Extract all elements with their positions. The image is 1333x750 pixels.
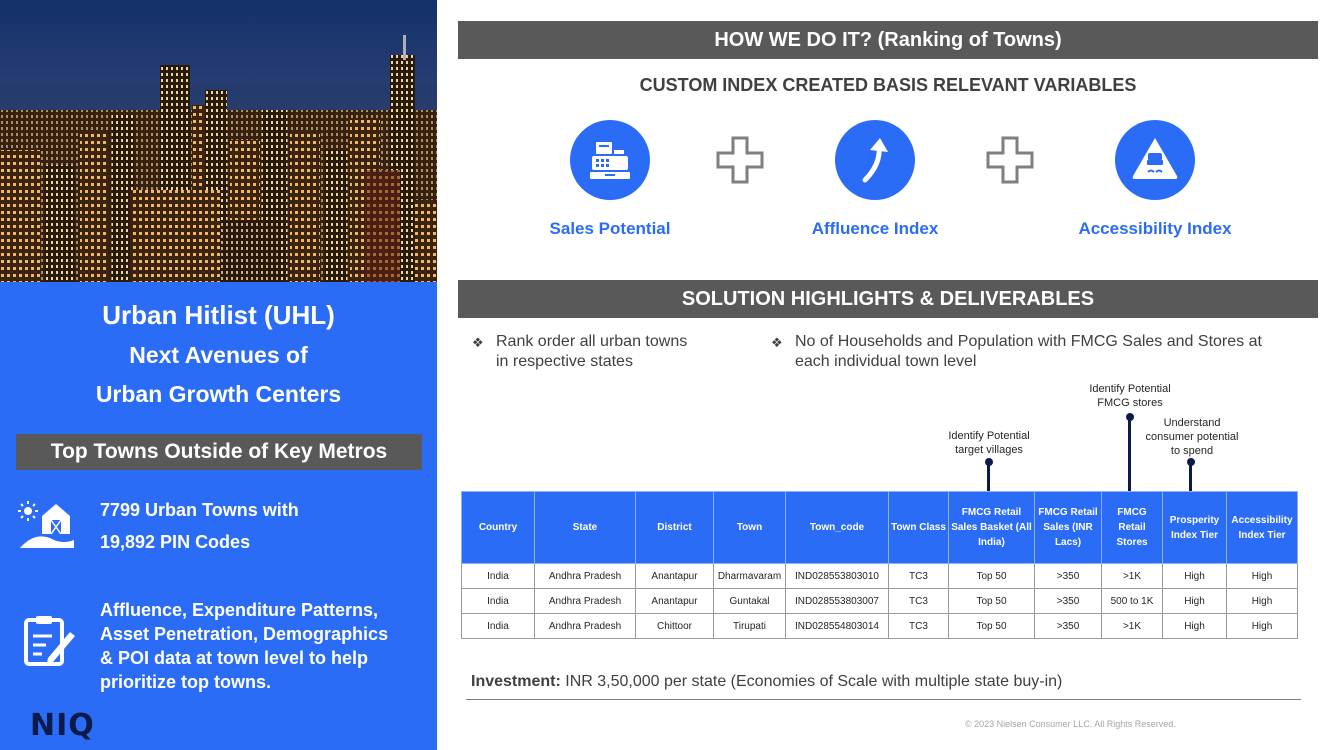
col-header: Town_code — [786, 492, 889, 564]
callout-stores-line1: Identify Potential — [1089, 383, 1171, 395]
col-header: Prosperity Index Tier — [1163, 492, 1227, 564]
deliverables-table — [461, 491, 1298, 639]
upward-arrow-icon — [835, 120, 915, 200]
divider-line — [466, 699, 1301, 700]
callout-spend-line1: Understand — [1163, 417, 1221, 429]
callout-spend-line3: to spend — [1170, 445, 1214, 457]
feature1-text — [100, 494, 299, 558]
table-cell: High — [1163, 564, 1227, 589]
table-cell: High — [1227, 564, 1298, 589]
road-warning-icon — [1115, 120, 1195, 200]
callout-spend-line — [1189, 462, 1192, 491]
callout-fmcg-stores — [1075, 382, 1185, 410]
niq-logo: NIQ — [30, 708, 95, 743]
table-row — [462, 614, 1298, 639]
table-cell: TC3 — [889, 589, 949, 614]
callout-villages-line — [987, 462, 990, 491]
table-cell: Top 50 — [949, 589, 1035, 614]
table-cell: India — [462, 564, 535, 589]
cash-register-icon — [570, 120, 650, 200]
diamond-bullet-icon: ❖ — [771, 335, 783, 350]
table-cell: >1K — [1102, 564, 1163, 589]
table-cell: TC3 — [889, 614, 949, 639]
investment-note — [471, 673, 1062, 691]
callout-stores-line2: FMCG stores — [1097, 397, 1163, 409]
feature2-text — [100, 598, 388, 694]
bullet1-line1: Rank order all urban towns — [496, 333, 688, 350]
table-cell: High — [1163, 589, 1227, 614]
uhl-subtitle-line2: Urban Growth Centers — [95, 381, 342, 407]
table-header-row — [462, 492, 1298, 564]
sales-potential-label: Sales Potential — [549, 219, 671, 238]
table-cell: Tirupati — [714, 614, 786, 639]
custom-index-subheader: CUSTOM INDEX CREATED BASIS RELEVANT VARIABLES — [639, 75, 1137, 95]
feature2-line3: & POI data at town level to help — [100, 648, 369, 668]
table-cell: Andhra Pradesh — [535, 589, 636, 614]
col-header: District — [636, 492, 714, 564]
callout-villages-line1: Identify Potential — [948, 430, 1030, 442]
callout-villages-line2: target villages — [955, 444, 1023, 456]
how-we-do-it-header: HOW WE DO IT? (Ranking of Towns) — [458, 21, 1318, 59]
table-cell: India — [462, 589, 535, 614]
plus-icon-2 — [986, 136, 1034, 189]
table-cell: High — [1227, 589, 1298, 614]
col-header: State — [535, 492, 636, 564]
table-row — [462, 589, 1298, 614]
copyright-text: © 2023 Nielsen Consumer LLC. All Rights Reserved. — [965, 719, 1176, 729]
table-cell: IND028554803014 — [786, 614, 889, 639]
col-header: FMCG Retail Sales Basket (All India) — [949, 492, 1035, 564]
table-cell: 500 to 1K — [1102, 589, 1163, 614]
feature2-line2: Asset Penetration, Demographics — [100, 624, 389, 644]
table-cell: >1K — [1102, 614, 1163, 639]
uhl-subtitle-line1: Next Avenues of — [129, 342, 308, 368]
affluence-index-label: Affluence Index — [811, 219, 939, 238]
clipboard-edit-icon — [22, 614, 76, 673]
feature1-line1: 7799 Urban Towns with — [100, 500, 299, 520]
callout-stores-line — [1128, 417, 1131, 491]
bullet2-line1: No of Households and Population with FMCG Sales and Stores at — [795, 333, 1262, 350]
table-cell: Dharmavaram — [714, 564, 786, 589]
table-cell: India — [462, 614, 535, 639]
col-header: FMCG Retail Sales (INR Lacs) — [1035, 492, 1102, 564]
table-cell: Chittoor — [636, 614, 714, 639]
table-cell: IND028553803007 — [786, 589, 889, 614]
table-cell: Andhra Pradesh — [535, 564, 636, 589]
table-cell: TC3 — [889, 564, 949, 589]
table-cell: Top 50 — [949, 564, 1035, 589]
bullet-rank-order — [472, 332, 732, 372]
col-header: Country — [462, 492, 535, 564]
callout-consumer-spend — [1137, 416, 1247, 458]
feature1-line2: 19,892 PIN Codes — [100, 532, 251, 552]
city-skyline-image — [0, 0, 437, 282]
col-header: FMCG Retail Stores — [1102, 492, 1163, 564]
table-cell: >350 — [1035, 614, 1102, 639]
investment-text: INR 3,50,000 per state (Economies of Scale with multiple state buy-in) — [560, 673, 1063, 690]
table-cell: IND028553803010 — [786, 564, 889, 589]
feature2-line1: Affluence, Expenditure Patterns, — [100, 600, 379, 620]
top-towns-box: Top Towns Outside of Key Metros — [16, 434, 422, 470]
callout-target-villages — [934, 429, 1044, 457]
diamond-bullet-icon: ❖ — [472, 335, 484, 350]
table-cell: >350 — [1035, 564, 1102, 589]
uhl-title: Urban Hitlist (UHL) — [102, 300, 335, 330]
accessibility-index-label: Accessibility Index — [1078, 219, 1232, 238]
bullet-households — [771, 332, 1301, 372]
bullet1-line2: in respective states — [496, 353, 633, 370]
table-cell: High — [1227, 614, 1298, 639]
table-row — [462, 564, 1298, 589]
solution-highlights-header: SOLUTION HIGHLIGHTS & DELIVERABLES — [458, 280, 1318, 318]
bullet2-line2: each individual town level — [795, 353, 977, 370]
table-cell: >350 — [1035, 589, 1102, 614]
col-header: Town Class — [889, 492, 949, 564]
table-cell: Anantapur — [636, 589, 714, 614]
table-cell: Guntakal — [714, 589, 786, 614]
investment-label: Investment: — [471, 673, 561, 690]
table-cell: Top 50 — [949, 614, 1035, 639]
col-header: Town — [714, 492, 786, 564]
table-cell: Andhra Pradesh — [535, 614, 636, 639]
table-cell: High — [1163, 614, 1227, 639]
plus-icon-1 — [716, 136, 764, 189]
feature2-line4: prioritize top towns. — [100, 672, 271, 692]
callout-spend-line2: consumer potential — [1145, 431, 1239, 443]
col-header: Accessibility Index Tier — [1227, 492, 1298, 564]
left-panel — [0, 0, 437, 750]
table-cell: Anantapur — [636, 564, 714, 589]
farm-barn-icon — [18, 500, 76, 555]
